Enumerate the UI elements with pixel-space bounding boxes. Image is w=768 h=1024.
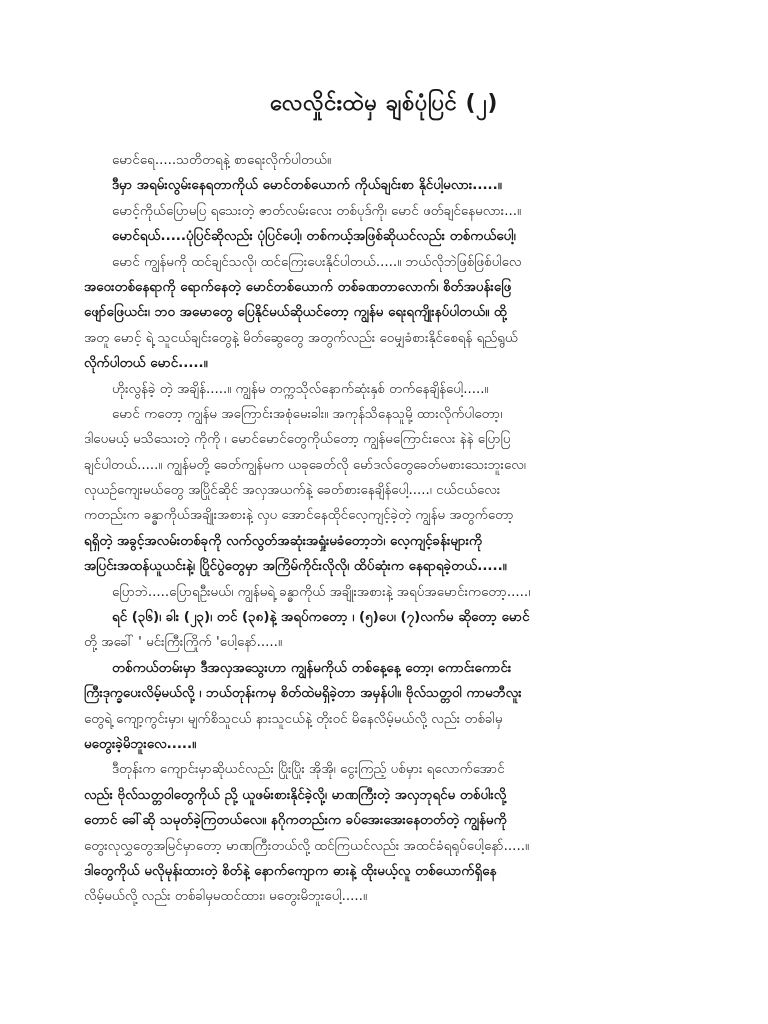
- text-line: လည်း ဗိုလ်သတ္တဝါတွေကိုယ် ညို့ ယူဖမ်းစားနိုင်ခဲ့လို့၊ မာဏကြီးတဲ့ အလှဘုရင်မ တစ်ပါးလို့: [84, 787, 507, 803]
- text-line: အတူ မောင့် ရဲ့ သူငယ်ချင်းတွေနဲ့ မိတ်ဆွေတွေ အတွက်လည်း ဝေမျှခံစားနိုင်စေရန် ရည်ရွယ်: [84, 330, 518, 346]
- text-line: လိုက်ပါတယ် မောင်.....။: [84, 356, 208, 372]
- text-line: မောင်ရယ်.....ပုံပြင်ဆိုလည်း ပုံပြင်ပေါ့၊ တစ်ကယ့်အဖြစ်ဆိုယင်လည်း တစ်ကယ်ပေါ့၊: [112, 229, 516, 245]
- text-line: လုယဉ်ကျေးမယ်တွေ အပြိုင်ဆိုင် အလှအယက်နဲ့ ခေတ်စားနေချိန်ပေါ့.....၊ ငယ်ငယ်လေး: [84, 483, 501, 499]
- text-line: ဖျော်ဖြေယင်း၊ ဘဝ အမောတွေ ပြေနိုင်မယ်ဆိုယင်တော့ ကျွန်မ ရေးရကျိုးနပ်ပါတယ်။ ထို့: [84, 305, 507, 321]
- text-line: ပြောဘဲ.....ပြောရဦးမယ်၊ ကျွန်မရဲ့ ခန္ဓာကိုယ် အချိုးအစားနဲ့ အရပ်အမောင်းကတော့.....၊: [112, 584, 531, 600]
- text-line: မောင် ကတော့ ကျွန်မ အကြောင်းအစုံမေးခါး။ အကုန်သိနေသူမို့ ထားလိုက်ပါတော့၊: [112, 406, 503, 422]
- text-line: အဝေးတစ်နေရာကို ရောက်နေတဲ့ မောင်တစ်ယောက် တစ်ခဏတာလောက်၊ စိတ်အပန်းဖြေ: [84, 279, 512, 295]
- text-line: လိမ့်မယ်လို့ လည်း တစ်ခါမှမထင်ထား၊ မတွေးမိဘူးပေါ့.....။: [84, 889, 367, 905]
- text-line: ဟိုးလွန်ခဲ့ တဲ့ အချိန်.....။ ကျွန်မ တက္ကသိုလ်နောက်ဆုံးနှစ် တက်နေချိန်ပေါ့.....။: [112, 381, 489, 397]
- text-line: မောင်ရေ.....သတိတရနဲ့ စာရေးလိုက်ပါတယ်။: [112, 153, 332, 168]
- text-line: ကြီးဒုက္ခပေးလိမ့်မယ်လို့ ၊ ဘယ်တုန်းကမှ စိတ်ထဲမရှိခဲ့တာ အမှန်ပါ။ ဗိုလ်သတ္တဝါ ကာမဘီလူး: [84, 686, 522, 702]
- text-line: တို့ အခေါ် ' မင်းကြီးကြိုက် 'ပေါ့နော်.....။: [84, 635, 282, 651]
- text-line: မတွေးခဲ့မိဘူးလေ.....။: [84, 736, 197, 752]
- page-title: လေလှိုင်းထဲမှ ချစ်ပုံပြင် (၂): [270, 91, 498, 116]
- text-line: ဒါပေမယ့် မသိသေးတဲ့ ကိုကို ၊ မောင်မောင်တွေကိုယ်တော့ ကျွန်မကြောင်းလေး နဲနဲ ပြောပြ: [84, 432, 511, 448]
- text-line: မောင့်ကိုယ်ပြောမပြ ရသေးတဲ့ ဇာတ်လမ်းလေး တစ်ပုဒ်ကို၊ မောင် ဖတ်ချင်နေမလား...။: [112, 203, 522, 219]
- text-line: ကတည်းက ခန္ဓာကိုယ်အချိုးအစားနဲ့ လှပ အောင်နေထိုင်လေ့ကျင့်ခဲ့တဲ့ ကျွန်မ အတွက်တော့: [84, 508, 514, 524]
- text-line: ချင်ပါတယ်.....။ ကျွန်မတို့ ခေတ်ကျွန်မက ယခုခေတ်လို မော်ဒလ်တွေခေတ်မစားသေးဘူးလေ၊: [84, 457, 526, 473]
- text-line: တွေရဲ့ ကျော့ကွင်းမှာ၊ မျက်စိသူငယ် နားသူငယ်နဲ့ တိုးဝင် မိနေလိမ့်မယ်လို့ လည်း တစ်ခါမှ: [84, 711, 503, 727]
- text-line: တွေးလုလွှတွေအမြင်မှာတော့ မာဏကြီးတယ်လို့ ထင်ကြယင်လည်း အထင်ခံရရုပ်ပေါ့နော်.....။: [84, 838, 530, 854]
- text-line: ဒီမှာ အရမ်းလွမ်းနေရတာကိုယ် မောင်တစ်ယောက် ကိုယ်ချင်းစာ နိုင်ပါ့မလား.....။: [112, 178, 502, 194]
- text-line: တစ်ကယ်တမ်းမှာ ဒီအလှအသွေးဟာ ကျွန်မကိုယ် တစ်နေ့နေ့ တော့၊ ကောင်းကောင်း: [112, 660, 512, 676]
- text-line: အပြင်းအထန်ယူယင်းနဲ့၊ ပြိုင်ပွဲတွေမှာ အကြိမ်ကိုင်းလိုလို၊ ထိပ်ဆုံးက နေရာရခဲ့တယ်.....။: [84, 559, 507, 575]
- text-line: မောင် ကျွန်မကို ထင်ချင်သလို၊ ထင်ကြေးပေးနိုင်ပါတယ်.....။ ဘယ်လိုဘဲဖြစ်ဖြစ်ပါလေ: [112, 254, 522, 270]
- text-line: ဒီတုန်းက ကျောင်းမှာဆိုယင်လည်း ပြိုးပြိုး အိုအို၊ ငွေးကြည့် ပစ်မှား ရလောက်အောင်: [112, 762, 505, 778]
- text-line: ဒါတွေကိုယ် မလိုမုန်းထားတဲ့ စိတ်နဲ့ နောက်ကျောက ဓားနဲ့ ထိုးမယ့်လူ တစ်ယောက်ရှိနေ: [84, 863, 497, 879]
- text-line: တောင် ခေါ်ဆို သမုတ်ခဲ့ကြတယ်လေ။ နဂိုကတည်းက ခပ်အေးအေးနေတတ်တဲ့ ကျွန်မကို: [84, 813, 507, 829]
- text-line: ရရှိတဲ့ အခွင့်အလမ်းတစ်ခုကို လက်လွတ်အဆုံးအရှုံးမခံတော့ဘဲ၊ လေ့ကျင့်ခန်းများကို: [84, 533, 483, 549]
- text-line: ရင် (၃၆)၊ ခါး (၂၃)၊ တင် (၃၈)နဲ့ အရပ်ကတော့ ၊ (၅)ပေ၊ (၇)လက်မ ဆိုတော့ မောင်: [112, 610, 530, 626]
- document-body: [84, 148, 684, 910]
